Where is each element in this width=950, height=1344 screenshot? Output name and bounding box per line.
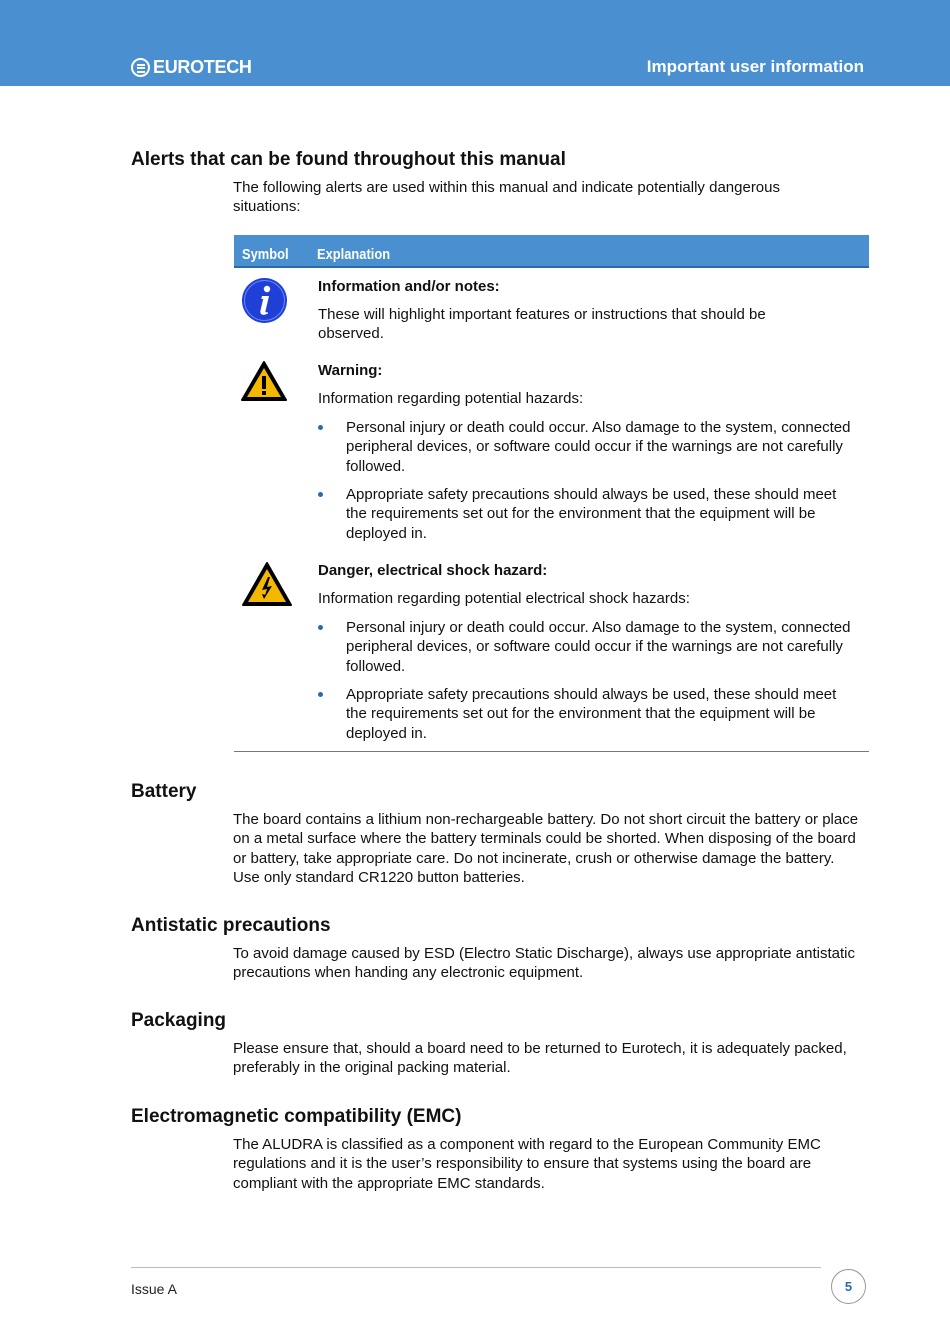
danger-bullet: Personal injury or death could occur. Also damage to the system, connected peripheral devices, or software could occur if the warnings are not carefully followed. <box>346 619 851 675</box>
danger-title: Danger, electrical shock hazard: <box>318 562 548 579</box>
antistatic-heading: Antistatic precautions <box>131 915 331 936</box>
bullet-icon <box>318 625 323 630</box>
footer-rule <box>131 1267 821 1268</box>
info-icon <box>241 277 288 329</box>
warning-icon <box>240 360 288 407</box>
bullet-icon <box>318 692 323 697</box>
alerts-intro: The following alerts are used within this manual and indicate potentially dangerous situations: <box>233 179 780 216</box>
warning-title: Warning: <box>318 362 383 379</box>
packaging-heading: Packaging <box>131 1010 227 1031</box>
page-number: 5 <box>831 1269 866 1304</box>
battery-text: The board contains a lithium non-rechargeable battery. Do not short circuit the battery or place on a metal surface where the battery terminals could be shorted. When disposing of the board or battery, take appropriate care. Do not incinerate, crush or otherwise damage the battery. Use only standard CR1220 button batteries. <box>233 811 859 886</box>
info-text: These will highlight important features or instructions that should be observed. <box>318 306 766 343</box>
header-title: Important user information <box>646 57 864 76</box>
eurotech-logo <box>131 56 252 78</box>
table-bottom-rule <box>234 751 869 752</box>
col-symbol: Symbol <box>242 246 289 263</box>
packaging-text: Please ensure that, should a board need to be returned to Eurotech, it is adequately packed, preferably in the original packing material. <box>233 1040 847 1077</box>
danger-text: Information regarding potential electrical shock hazards: <box>318 590 690 607</box>
warning-bullet: Personal injury or death could occur. Also damage to the system, connected peripheral devices, or software could occur if the warnings are not carefully followed. <box>346 419 851 475</box>
bullet-icon <box>318 425 323 430</box>
alerts-table-header <box>234 235 869 268</box>
danger-bullet: Appropriate safety precautions should always be used, these should meet the requirements set out for the environment that the equipment will be deployed in. <box>346 686 837 742</box>
logo-text: EUROTECH <box>153 56 252 77</box>
bullet-icon <box>318 492 323 497</box>
page-header <box>0 0 950 86</box>
antistatic-text: To avoid damage caused by ESD (Electro Static Discharge), always use appropriate antistatic precautions when handing any electronic equipment. <box>233 945 855 982</box>
battery-heading: Battery <box>131 781 197 802</box>
logo-mark-icon <box>131 58 150 77</box>
warning-text: Information regarding potential hazards: <box>318 390 584 407</box>
footer-issue: Issue A <box>131 1281 177 1297</box>
warning-bullet: Appropriate safety precautions should always be used, these should meet the requirements set out for the environment that the equipment will be deployed in. <box>346 486 837 542</box>
col-explanation: Explanation <box>317 246 391 263</box>
electrical-hazard-icon <box>241 561 293 612</box>
emc-heading: Electromagnetic compatibility (EMC) <box>131 1106 462 1127</box>
info-title: Information and/or notes: <box>318 278 500 295</box>
emc-text: The ALUDRA is classified as a component with regard to the European Community EMC regulations and it is the user’s responsibility to ensure that systems using the board are compliant with the appropriate EMC standards. <box>233 1136 821 1192</box>
alerts-heading: Alerts that can be found throughout this manual <box>131 149 566 170</box>
